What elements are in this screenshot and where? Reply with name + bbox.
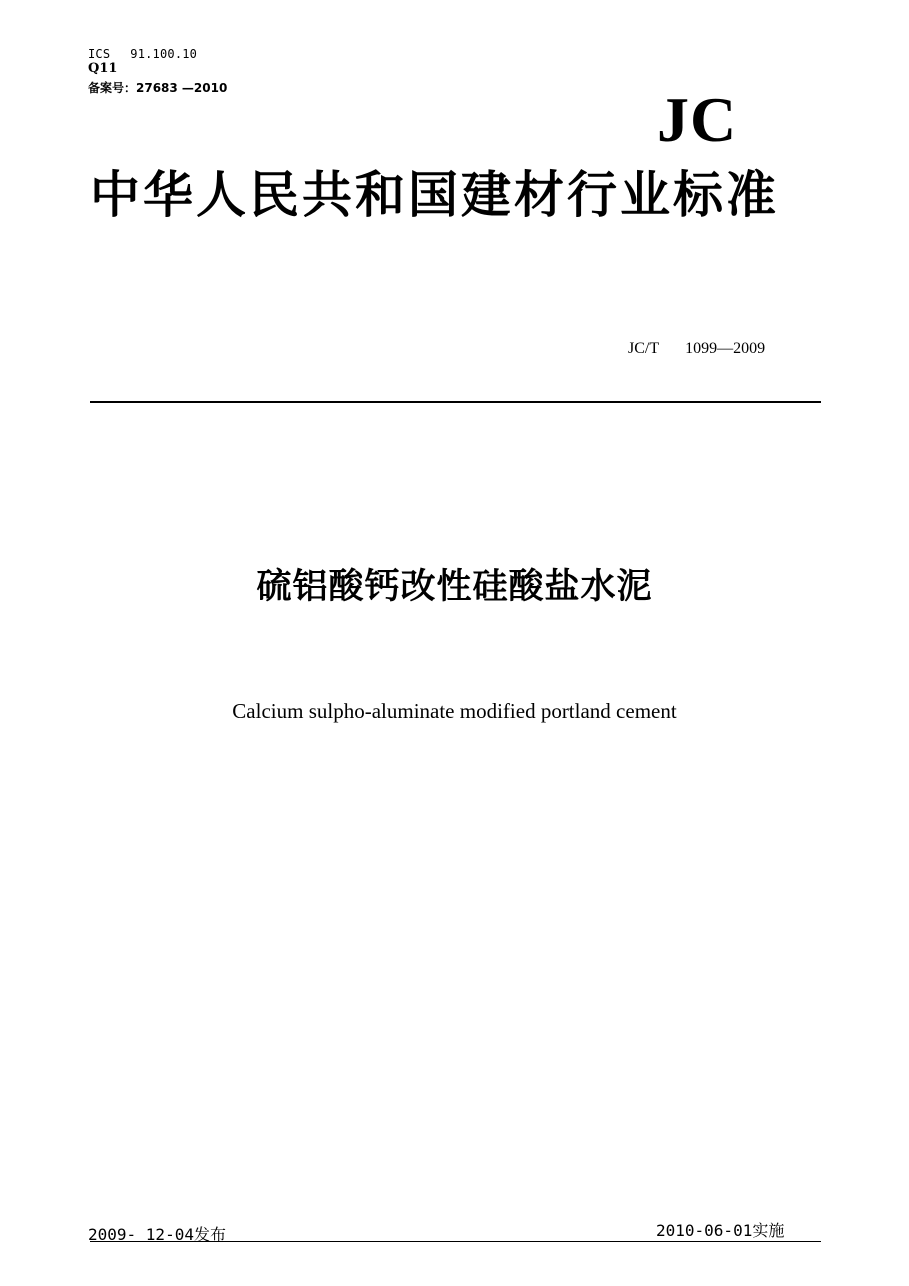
document-title-english: Calcium sulpho-aluminate modified portland cement: [232, 699, 677, 723]
ics-code: 91.100.10: [130, 47, 198, 61]
issue-date: 2009- 12-04发布: [88, 1225, 226, 1244]
industry-standard-title: 中华人民共和国建材行业标准: [90, 166, 779, 224]
header-divider: [90, 401, 821, 403]
effective-date: 2010-06-01实施: [656, 1221, 785, 1240]
standard-number: [628, 340, 765, 358]
document-title-chinese: 硫铝酸钙改性硅酸盐水泥: [256, 567, 653, 607]
record-number: 备案号：27683 —2010: [88, 81, 228, 95]
standard-prefix: JC/T: [628, 340, 660, 357]
standard-code: 1099—2009: [685, 340, 766, 357]
ics-code-line: [88, 47, 197, 61]
classification-code: Q11: [88, 61, 118, 76]
ics-label: ICS: [88, 47, 111, 61]
footer-divider: [90, 1241, 821, 1242]
jc-logo: JC: [657, 84, 738, 155]
